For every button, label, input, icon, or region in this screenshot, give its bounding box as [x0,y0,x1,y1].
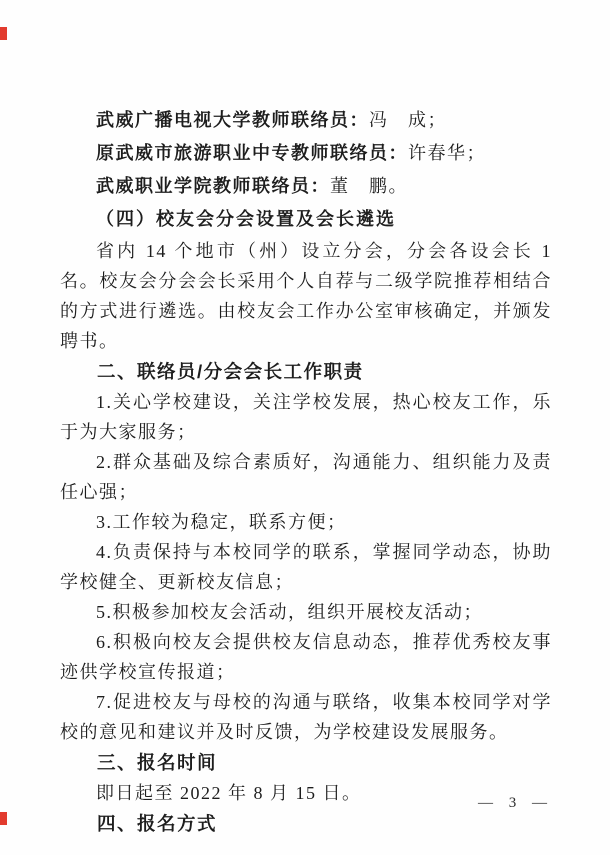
duty-item-6: 6.积极向校友会提供校友信息动态，推荐优秀校友事迹供学校宣传报道； [60,632,552,682]
signup-time-text: 即日起至 2022 年 8 月 15 日。 [96,783,362,803]
liaison-line [60,170,552,203]
duty-item-2: 2.群众基础及综合素质好，沟通能力、组织能力及责任心强； [60,452,552,502]
liaison-label: 原武威市旅游职业中专教师联络员： [96,143,408,163]
red-edge-mark-top [0,27,7,40]
liaison-name: 董 鹏。 [330,176,408,196]
section-heading-branch-setup: （四）校友会分会设置及会长遴选 [96,209,396,229]
duty-item-5: 5.积极参加校友会活动，组织开展校友活动； [96,602,483,622]
liaison-label: 武威广播电视大学教师联络员： [96,110,369,130]
section-heading-signup-time: 三、报名时间 [97,752,218,773]
liaison-name: 冯 成； [369,110,447,130]
page-number: — 3 — [478,795,549,811]
liaison-line [60,137,552,170]
duty-item-3: 3.工作较为稳定，联系方便； [96,512,347,532]
section-heading-signup-method: 四、报名方式 [97,813,218,834]
duty-item-1: 1.关心学校建设，关注学校发展，热心校友工作，乐于为大家服务； [60,392,552,442]
liaison-name: 许春华； [408,143,486,163]
red-edge-mark-bottom [0,812,7,825]
section-heading-duties: 二、联络员/分会会长工作职责 [97,361,364,382]
duty-item-4: 4.负责保持与本校同学的联系，掌握同学动态，协助学校健全、更新校友信息； [60,542,552,592]
liaison-line [60,104,552,137]
liaison-label: 武威职业学院教师联络员： [96,176,330,196]
duty-item-7: 7.促进校友与母校的沟通与联络，收集本校同学对学校的意见和建议并及时反馈，为学校建设发展服务。 [60,692,552,742]
document-body [60,104,552,839]
branch-setup-paragraph: 省内 14 个地市（州）设立分会，分会各设会长 1 名。校友会分会会长采用个人自荐与二级学院推荐相结合的方式进行遴选。由校友会工作办公室审核确定，并颁发聘书。 [60,241,552,351]
